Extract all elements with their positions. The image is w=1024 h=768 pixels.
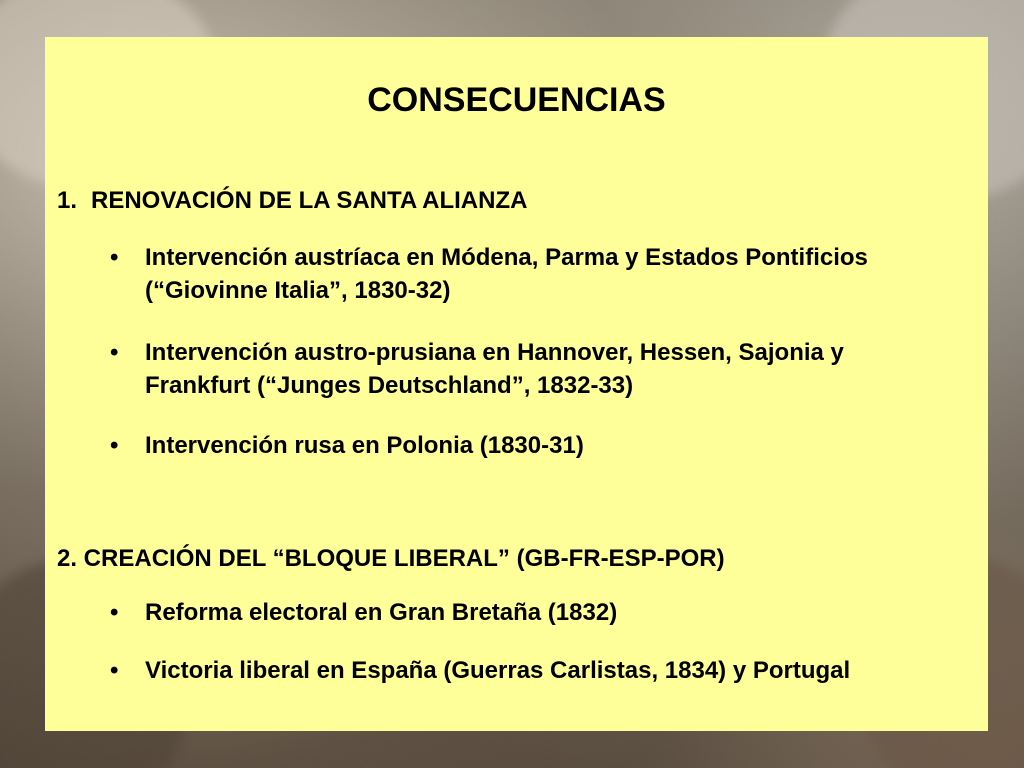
- bullet-item: [110, 429, 950, 462]
- slide-title: CONSECUENCIAS: [367, 81, 666, 119]
- bullet-item: [110, 654, 950, 687]
- bullet-text: Intervención austro-prusiana en Hannover, Hessen, Sajonia y Frankfurt (“Junges Deutschland”, 1832-33): [145, 339, 844, 399]
- bullet-dot: •: [110, 244, 119, 271]
- bullet-dot: •: [110, 432, 119, 459]
- section-2-heading: 2. CREACIÓN DEL “BLOQUE LIBERAL” (GB-FR-ESP-POR): [57, 545, 725, 572]
- bullet-item: [110, 241, 950, 307]
- section-1-heading: [57, 187, 527, 215]
- bullet-text: Intervención rusa en Polonia (1830-31): [145, 432, 584, 459]
- bullet-dot: •: [110, 339, 119, 366]
- section-1-number: 1.: [57, 187, 78, 214]
- bullet-dot: •: [110, 599, 119, 626]
- section-1-title: RENOVACIÓN DE LA SANTA ALIANZA: [91, 187, 528, 214]
- bullet-item: [110, 336, 950, 402]
- bullet-text: Reforma electoral en Gran Bretaña (1832): [145, 599, 618, 626]
- bullet-text: Victoria liberal en España (Guerras Carlistas, 1834) y Portugal: [145, 657, 851, 684]
- content-panel: [45, 37, 988, 731]
- bullet-text: Intervención austríaca en Módena, Parma y Estados Pontificios (“Giovinne Italia”, 1830-32): [145, 244, 868, 304]
- bullet-dot: •: [110, 657, 119, 684]
- bullet-item: [110, 596, 950, 629]
